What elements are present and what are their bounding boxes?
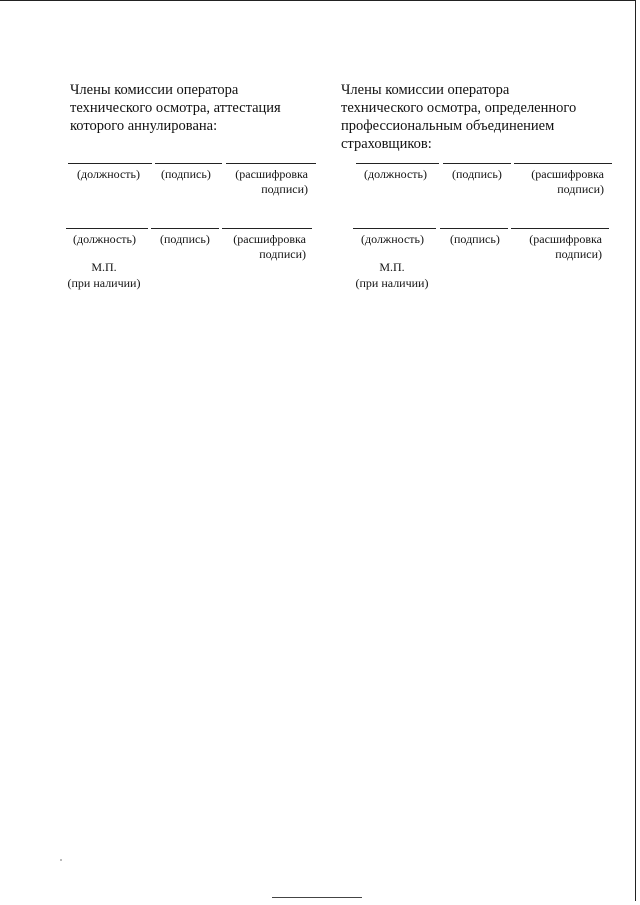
page-bottom-edge — [272, 897, 362, 898]
left-row1-signature-label: (подпись) — [161, 167, 211, 181]
left-row2-signature-line — [151, 228, 219, 229]
left-row1-signature-line — [155, 163, 222, 164]
left-row2-position-line — [66, 228, 148, 229]
left-row2-decoding-line — [222, 228, 312, 229]
right-row1-decoding-label: (расшифровка подписи) — [531, 167, 604, 196]
right-row1-position-label: (должность) — [364, 167, 427, 181]
left-row1-position-label: (должность) — [77, 167, 140, 181]
right-row1-position-line — [356, 163, 439, 164]
right-row2-position-label: (должность) — [361, 232, 424, 246]
left-row1-decoding-line — [226, 163, 316, 164]
left-row1-decoding-label: (расшифровка подписи) — [235, 167, 308, 196]
right-row1-signature-line — [443, 163, 511, 164]
right-row2-signature-label: (подпись) — [450, 232, 500, 246]
right-heading: Члены комиссии оператора технического осмотра, определенного профессиональным объединением страховщиков: — [341, 82, 577, 152]
left-stamp: М.П. (при наличии) — [67, 260, 141, 290]
right-row1-decoding-line — [514, 163, 612, 164]
right-row2-decoding-label: (расшифровка подписи) — [529, 232, 602, 261]
left-row2-position-label: (должность) — [73, 232, 136, 246]
right-row2-decoding-line — [511, 228, 609, 229]
left-heading: Члены комиссии оператора технического осмотра, аттестация которого аннулирована: — [70, 82, 281, 134]
left-row2-signature-label: (подпись) — [160, 232, 210, 246]
left-row2-decoding-label: (расшифровка подписи) — [233, 232, 306, 261]
scan-speck — [60, 859, 62, 861]
left-row1-position-line — [68, 163, 152, 164]
right-stamp: М.П. (при наличии) — [355, 260, 429, 290]
right-row1-signature-label: (подпись) — [452, 167, 502, 181]
right-row2-position-line — [353, 228, 436, 229]
right-row2-signature-line — [440, 228, 508, 229]
